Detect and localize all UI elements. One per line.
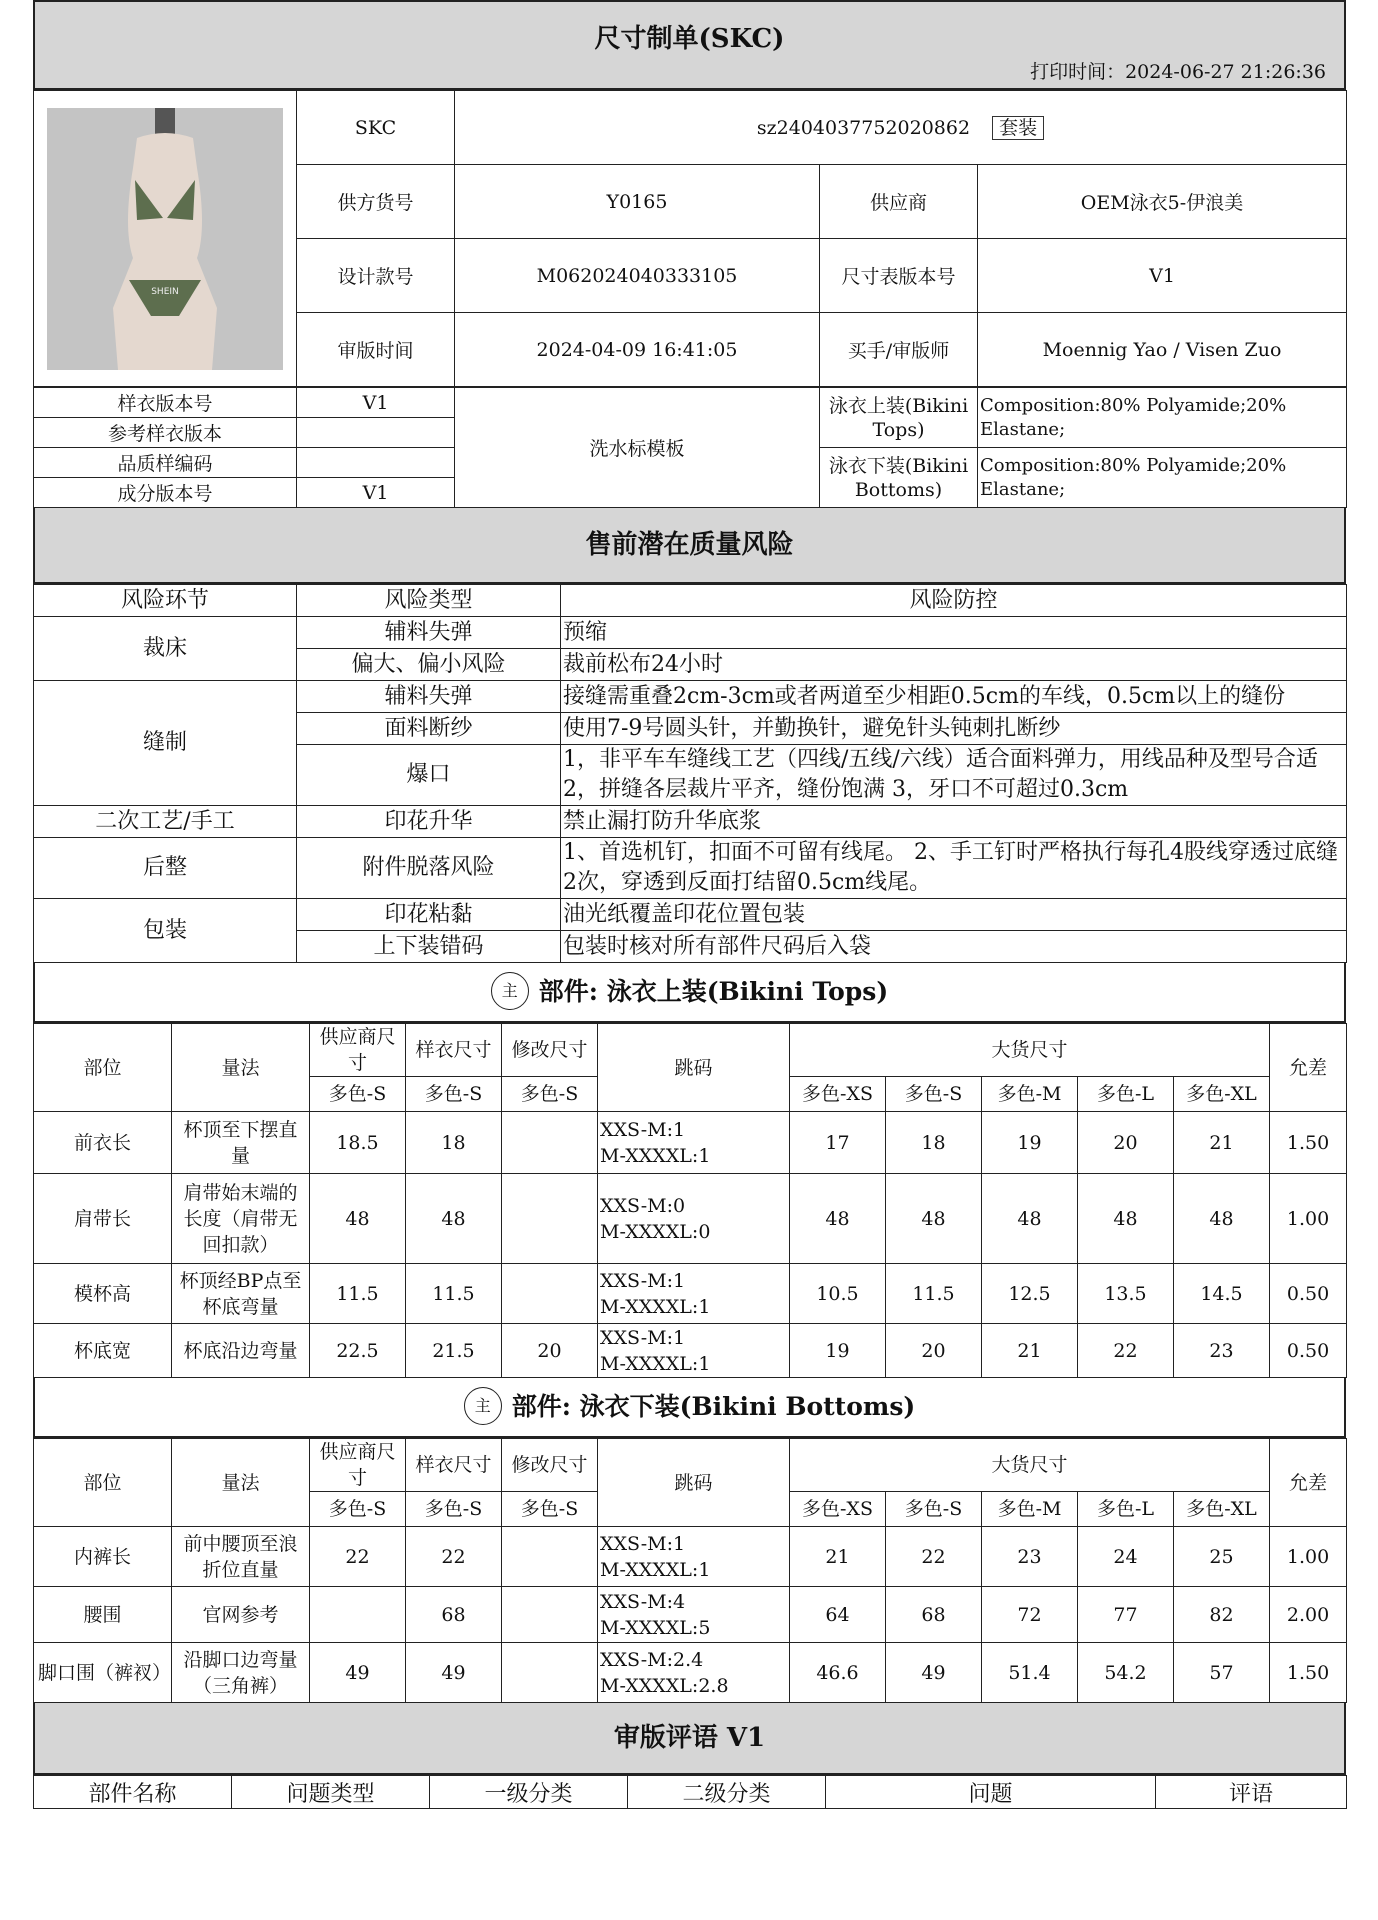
risk-control: 使用7-9号圆头针，并勤换针，避免针头钝刺扎断纱: [561, 713, 1347, 745]
risk-type: 印花粘黏: [297, 899, 561, 931]
col-supplier: 供应商尺寸: [310, 1439, 406, 1492]
sample-value-0: V1: [297, 388, 455, 418]
bulk-s: 20: [886, 1324, 982, 1378]
part-name: 前衣长: [34, 1112, 172, 1174]
col-jump: 跳码: [598, 1439, 790, 1527]
sample-label-0: 样衣版本号: [34, 388, 297, 418]
part-name: 脚口围（裤衩）: [34, 1643, 172, 1703]
modify-size: 20: [502, 1324, 598, 1378]
risk-type: 偏大、偏小风险: [297, 649, 561, 681]
sub-modify-s: 多色-S: [502, 1492, 598, 1527]
method: 杯底沿边弯量: [172, 1324, 310, 1378]
risk-type: 印花升华: [297, 806, 561, 838]
bulk-xl: 25: [1174, 1527, 1270, 1587]
size-xs: 多色-XS: [790, 1077, 886, 1112]
sub-sample-s: 多色-S: [406, 1492, 502, 1527]
risk-table: [33, 584, 1347, 963]
bottom-composition: Composition:80% Polyamide;20% Elastane;: [978, 448, 1347, 508]
bulk-s: 48: [886, 1174, 982, 1264]
jump-line: M-XXXXL:1: [600, 1352, 711, 1375]
bulk-xl: 23: [1174, 1324, 1270, 1378]
sub-supplier-s: 多色-S: [310, 1492, 406, 1527]
supplier-size: 22.5: [310, 1324, 406, 1378]
size-ver: V1: [978, 239, 1347, 313]
part-name: 杯底宽: [34, 1324, 172, 1378]
skc-value-cell: [455, 91, 1347, 165]
top-label: 泳衣上装(Bikini Tops): [820, 388, 978, 448]
part-name: 内裤长: [34, 1527, 172, 1587]
sample-label-2: 品质样编码: [34, 448, 297, 478]
part-name: 模杯高: [34, 1264, 172, 1324]
col-tol: 允差: [1270, 1024, 1347, 1112]
skc-value: sz2404037752020862: [756, 116, 971, 139]
sample-label-1: 参考样衣版本: [34, 418, 297, 448]
jump-line: M-XXXXL:0: [600, 1220, 711, 1243]
jump-line: XXS-M:1: [600, 1269, 686, 1292]
col-jump: 跳码: [598, 1024, 790, 1112]
risk-type: 面料断纱: [297, 713, 561, 745]
design-no-label: 设计款号: [297, 239, 455, 313]
supplier-size: 22: [310, 1527, 406, 1587]
jump-line: XXS-M:2.4: [600, 1648, 704, 1671]
modify-size: [502, 1112, 598, 1174]
bulk-l: 20: [1078, 1112, 1174, 1174]
tolerance: 0.50: [1270, 1324, 1347, 1378]
bulk-l: 48: [1078, 1174, 1174, 1264]
review-col-cat2: 二级分类: [628, 1776, 826, 1809]
size-m: 多色-M: [982, 1492, 1078, 1527]
jump-line: M-XXXXL:1: [600, 1295, 711, 1318]
bulk-s: 22: [886, 1527, 982, 1587]
size-xl: 多色-XL: [1174, 1492, 1270, 1527]
sample-size: 49: [406, 1643, 502, 1703]
size-ver-label: 尺寸表版本号: [820, 239, 978, 313]
col-part: 部位: [34, 1439, 172, 1527]
sample-size: 22: [406, 1527, 502, 1587]
jump-line: XXS-M:1: [600, 1326, 686, 1349]
risk-col-stage: 风险环节: [34, 585, 297, 617]
review-time: 2024-04-09 16:41:05: [455, 313, 820, 387]
risk-type: 附件脱落风险: [297, 838, 561, 899]
bulk-m: 19: [982, 1112, 1078, 1174]
col-tol: 允差: [1270, 1439, 1347, 1527]
col-method: 量法: [172, 1024, 310, 1112]
risk-control: 禁止漏打防升华底浆: [561, 806, 1347, 838]
buyer-label: 买手/审版师: [820, 313, 978, 387]
supplier-size: 18.5: [310, 1112, 406, 1174]
risk-control: 油光纸覆盖印花位置包装: [561, 899, 1347, 931]
bulk-s: 68: [886, 1587, 982, 1643]
supplier-no: Y0165: [455, 165, 820, 239]
sample-label-3: 成分版本号: [34, 478, 297, 508]
sample-size: 68: [406, 1587, 502, 1643]
bulk-m: 23: [982, 1527, 1078, 1587]
col-supplier: 供应商尺寸: [310, 1024, 406, 1077]
modify-size: [502, 1264, 598, 1324]
supplier: OEM泳衣5-伊浪美: [978, 165, 1347, 239]
risk-control: 裁前松布24小时: [561, 649, 1347, 681]
page-title: 尺寸制单(SKC): [594, 24, 785, 54]
modify-size: [502, 1527, 598, 1587]
jump-code: [598, 1264, 790, 1324]
col-modify: 修改尺寸: [502, 1439, 598, 1492]
sample-size: 11.5: [406, 1264, 502, 1324]
jump-code: [598, 1587, 790, 1643]
top-composition: Composition:80% Polyamide;20% Elastane;: [978, 388, 1347, 448]
stage-sew: 缝制: [34, 681, 297, 806]
bottoms-size-table: [33, 1438, 1347, 1703]
risk-col-control: 风险防控: [561, 585, 1347, 617]
sub-sample-s: 多色-S: [406, 1077, 502, 1112]
jump-code: [598, 1527, 790, 1587]
bulk-m: 51.4: [982, 1643, 1078, 1703]
jump-line: M-XXXXL:1: [600, 1144, 711, 1167]
review-col-type: 问题类型: [232, 1776, 430, 1809]
jump-line: M-XXXXL:1: [600, 1558, 711, 1581]
size-xs: 多色-XS: [790, 1492, 886, 1527]
bottoms-title-bar: [33, 1378, 1346, 1438]
bulk-l: 77: [1078, 1587, 1174, 1643]
jump-code: [598, 1643, 790, 1703]
risk-control: 接缝需重叠2cm-3cm或者两道至少相距0.5cm的车线，0.5cm以上的缝份: [561, 681, 1347, 713]
modify-size: [502, 1587, 598, 1643]
tops-main-badge: 主: [491, 972, 529, 1010]
sample-size: 18: [406, 1112, 502, 1174]
sample-value-1: [297, 418, 455, 448]
risk-type: 爆口: [297, 745, 561, 806]
photo-brand-text: SHEIN: [151, 286, 179, 297]
product-photo: [34, 91, 297, 387]
mannequin-image: [47, 108, 283, 370]
stage-finish: 后整: [34, 838, 297, 899]
jump-code: [598, 1112, 790, 1174]
supplier-label: 供应商: [820, 165, 978, 239]
review-col-comment: 评语: [1156, 1776, 1347, 1809]
info-table: [33, 90, 1347, 387]
bulk-l: 54.2: [1078, 1643, 1174, 1703]
bulk-xl: 57: [1174, 1643, 1270, 1703]
sample-table: [33, 387, 1347, 508]
review-col-issue: 问题: [826, 1776, 1156, 1809]
col-part: 部位: [34, 1024, 172, 1112]
risk-type: 辅料失弹: [297, 681, 561, 713]
review-table: [33, 1775, 1347, 1809]
review-col-cat1: 一级分类: [430, 1776, 628, 1809]
size-l: 多色-L: [1078, 1492, 1174, 1527]
bottoms-title: 部件: 泳衣下装(Bikini Bottoms): [511, 1392, 916, 1421]
sub-modify-s: 多色-S: [502, 1077, 598, 1112]
col-bulk: 大货尺寸: [790, 1024, 1270, 1077]
part-name: 腰围: [34, 1587, 172, 1643]
bulk-xs: 17: [790, 1112, 886, 1174]
bulk-xl: 21: [1174, 1112, 1270, 1174]
bulk-xs: 64: [790, 1587, 886, 1643]
bulk-m: 21: [982, 1324, 1078, 1378]
jump-code: [598, 1324, 790, 1378]
sub-supplier-s: 多色-S: [310, 1077, 406, 1112]
tops-size-table: [33, 1023, 1347, 1378]
tolerance: 2.00: [1270, 1587, 1347, 1643]
risk-type: 辅料失弹: [297, 617, 561, 649]
review-title: 审版评语 V1: [33, 1703, 1346, 1775]
modify-size: [502, 1174, 598, 1264]
stage-pack: 包装: [34, 899, 297, 963]
bulk-l: 24: [1078, 1527, 1174, 1587]
buyer: Moennig Yao / Visen Zuo: [978, 313, 1347, 387]
col-sample: 样衣尺寸: [406, 1024, 502, 1077]
supplier-size: [310, 1587, 406, 1643]
tolerance: 1.50: [1270, 1643, 1347, 1703]
skc-label: SKC: [297, 91, 455, 165]
sample-value-2: [297, 448, 455, 478]
bulk-xs: 46.6: [790, 1643, 886, 1703]
method: 肩带始末端的长度（肩带无回扣款）: [172, 1174, 310, 1264]
risk-control: 1、首选机钉，扣面不可留有线尾。 2、手工钉时严格执行每孔4股线穿透过底缝2次，穿透到反面打结留0.5cm线尾。: [561, 838, 1347, 899]
jump-code: [598, 1174, 790, 1264]
tolerance: 1.00: [1270, 1174, 1347, 1264]
method: 杯顶经BP点至杯底弯量: [172, 1264, 310, 1324]
bulk-m: 48: [982, 1174, 1078, 1264]
method: 官网参考: [172, 1587, 310, 1643]
modify-size: [502, 1643, 598, 1703]
bulk-xs: 48: [790, 1174, 886, 1264]
bulk-xs: 10.5: [790, 1264, 886, 1324]
col-method: 量法: [172, 1439, 310, 1527]
size-xl: 多色-XL: [1174, 1077, 1270, 1112]
stage-craft: 二次工艺/手工: [34, 806, 297, 838]
tolerance: 1.50: [1270, 1112, 1347, 1174]
skc-tag: 套装: [992, 116, 1044, 140]
size-s: 多色-S: [886, 1492, 982, 1527]
col-modify: 修改尺寸: [502, 1024, 598, 1077]
bulk-xl: 82: [1174, 1587, 1270, 1643]
bulk-l: 13.5: [1078, 1264, 1174, 1324]
tops-title-bar: [33, 963, 1346, 1023]
jump-line: M-XXXXL:2.8: [600, 1674, 729, 1697]
size-s: 多色-S: [886, 1077, 982, 1112]
tolerance: 1.00: [1270, 1527, 1347, 1587]
bulk-s: 11.5: [886, 1264, 982, 1324]
wash-label: 洗水标模板: [455, 388, 820, 508]
sample-size: 48: [406, 1174, 502, 1264]
jump-line: M-XXXXL:5: [600, 1616, 711, 1639]
review-col-part: 部件名称: [34, 1776, 232, 1809]
jump-line: XXS-M:1: [600, 1118, 686, 1141]
tolerance: 0.50: [1270, 1264, 1347, 1324]
size-m: 多色-M: [982, 1077, 1078, 1112]
risk-type: 上下装错码: [297, 931, 561, 963]
col-sample: 样衣尺寸: [406, 1439, 502, 1492]
risk-control: 1，非平车车缝线工艺（四线/五线/六线）适合面料弹力，用线品种及型号合适 2，拼缝各层裁片平齐，缝份饱满 3，牙口不可超过0.3cm: [561, 745, 1347, 806]
risk-section-title: 售前潜在质量风险: [33, 508, 1346, 584]
bulk-m: 72: [982, 1587, 1078, 1643]
bulk-s: 18: [886, 1112, 982, 1174]
method: 沿脚口边弯量（三角裤）: [172, 1643, 310, 1703]
jump-line: XXS-M:4: [600, 1590, 686, 1613]
sample-value-3: V1: [297, 478, 455, 508]
bulk-xl: 14.5: [1174, 1264, 1270, 1324]
review-time-label: 审版时间: [297, 313, 455, 387]
sample-size: 21.5: [406, 1324, 502, 1378]
stage-cut: 裁床: [34, 617, 297, 681]
method: 前中腰顶至浪折位直量: [172, 1527, 310, 1587]
bulk-xs: 21: [790, 1527, 886, 1587]
risk-control: 包装时核对所有部件尺码后入袋: [561, 931, 1347, 963]
supplier-size: 49: [310, 1643, 406, 1703]
bulk-xs: 19: [790, 1324, 886, 1378]
method: 杯顶至下摆直量: [172, 1112, 310, 1174]
bulk-s: 49: [886, 1643, 982, 1703]
supplier-size: 11.5: [310, 1264, 406, 1324]
bulk-l: 22: [1078, 1324, 1174, 1378]
jump-line: XXS-M:0: [600, 1194, 686, 1217]
part-name: 肩带长: [34, 1174, 172, 1264]
risk-control: 预缩: [561, 617, 1347, 649]
supplier-no-label: 供方货号: [297, 165, 455, 239]
bottom-label: 泳衣下装(Bikini Bottoms): [820, 448, 978, 508]
risk-col-type: 风险类型: [297, 585, 561, 617]
jump-line: XXS-M:1: [600, 1532, 686, 1555]
bulk-xl: 48: [1174, 1174, 1270, 1264]
bottoms-main-badge: 主: [464, 1387, 502, 1425]
title-bar: [33, 0, 1346, 90]
supplier-size: 48: [310, 1174, 406, 1264]
bulk-m: 12.5: [982, 1264, 1078, 1324]
col-bulk: 大货尺寸: [790, 1439, 1270, 1492]
print-time: 打印时间：2024-06-27 21:26:36: [1030, 61, 1326, 83]
tops-title: 部件: 泳衣上装(Bikini Tops): [538, 977, 889, 1006]
size-l: 多色-L: [1078, 1077, 1174, 1112]
design-no: M062024040333105: [455, 239, 820, 313]
